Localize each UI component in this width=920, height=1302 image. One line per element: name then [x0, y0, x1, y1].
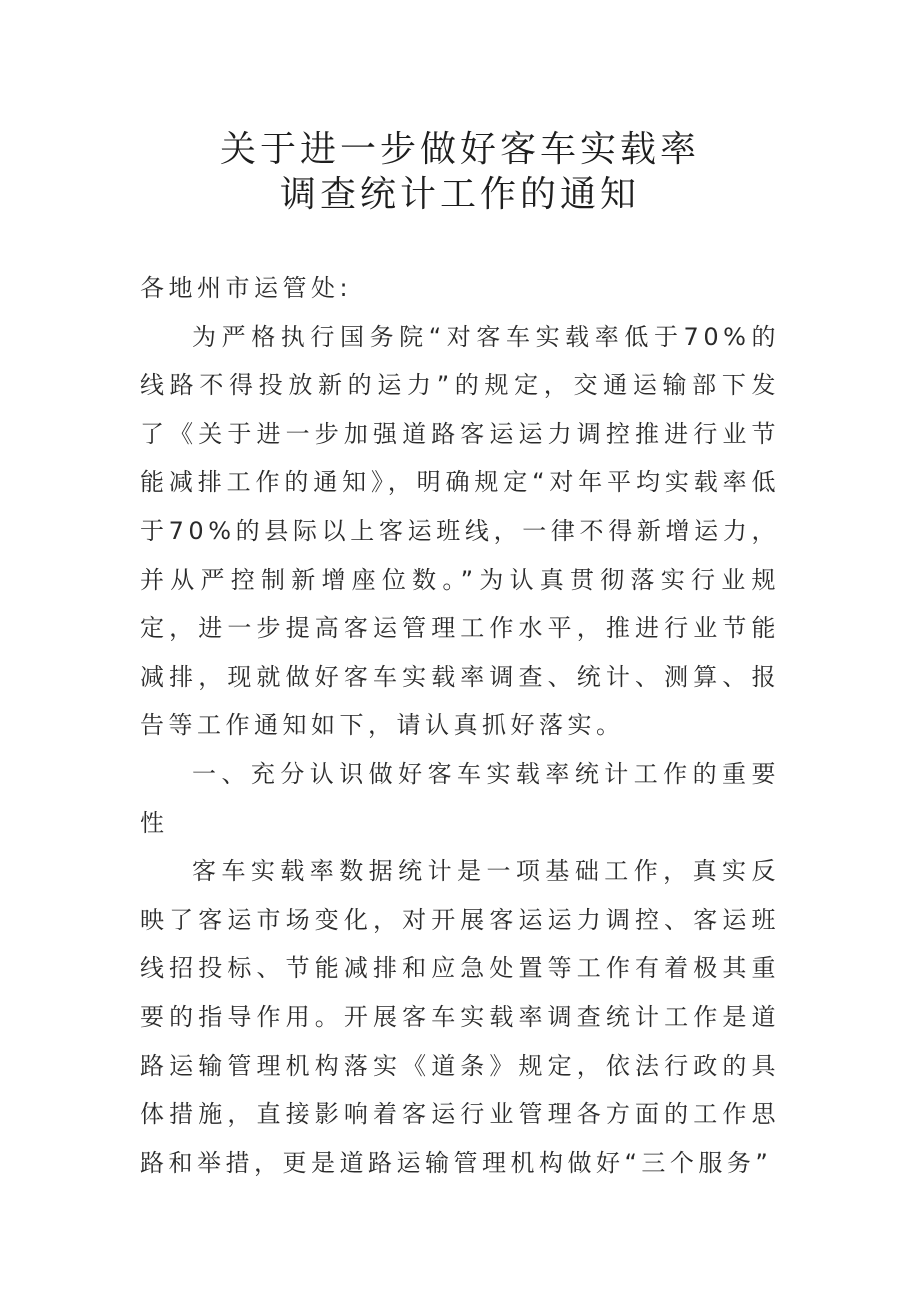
- salutation: 各地州市运管处:: [140, 274, 353, 302]
- section-heading-1: 一、充分认识做好客车实载率统计工作的重要性: [140, 759, 780, 837]
- paragraph-section-1: 客车实载率数据统计是一项基础工作，真实反映了客运市场变化，对开展客运运力调控、客运班线招投标、节能减排和应急处置等工作有着极其重要的指导作用。开展客车实载率调查统计工作是道路运输管理机构落实《道条》规定，依法行政的具体措施，直接影响着客运行业管理各方面的工作思路和举措，更是道路运输管理机构做好“三个服务”: [140, 857, 780, 1177]
- paragraph-intro: 为严格执行国务院“对客车实载率低于70%的线路不得投放新的运力”的规定，交通运输部下发了《关于进一步加强道路客运运力调控推进行业节能减排工作的通知》，明确规定“对年平均实载率低于70%的县际以上客运班线，一律不得新增运力，并从严控制新增座位数。”为认真贯彻落实行业规定，进一步提高客运管理工作水平，推进行业节能减排，现就做好客车实载率调查、统计、测算、报告等工作通知如下，请认真抓好落实。: [140, 322, 780, 740]
- document-title-line2: 调查统计工作的通知: [279, 174, 640, 215]
- document-title-line1: 关于进一步做好客车实载率: [219, 129, 700, 170]
- document-body: [140, 264, 780, 1187]
